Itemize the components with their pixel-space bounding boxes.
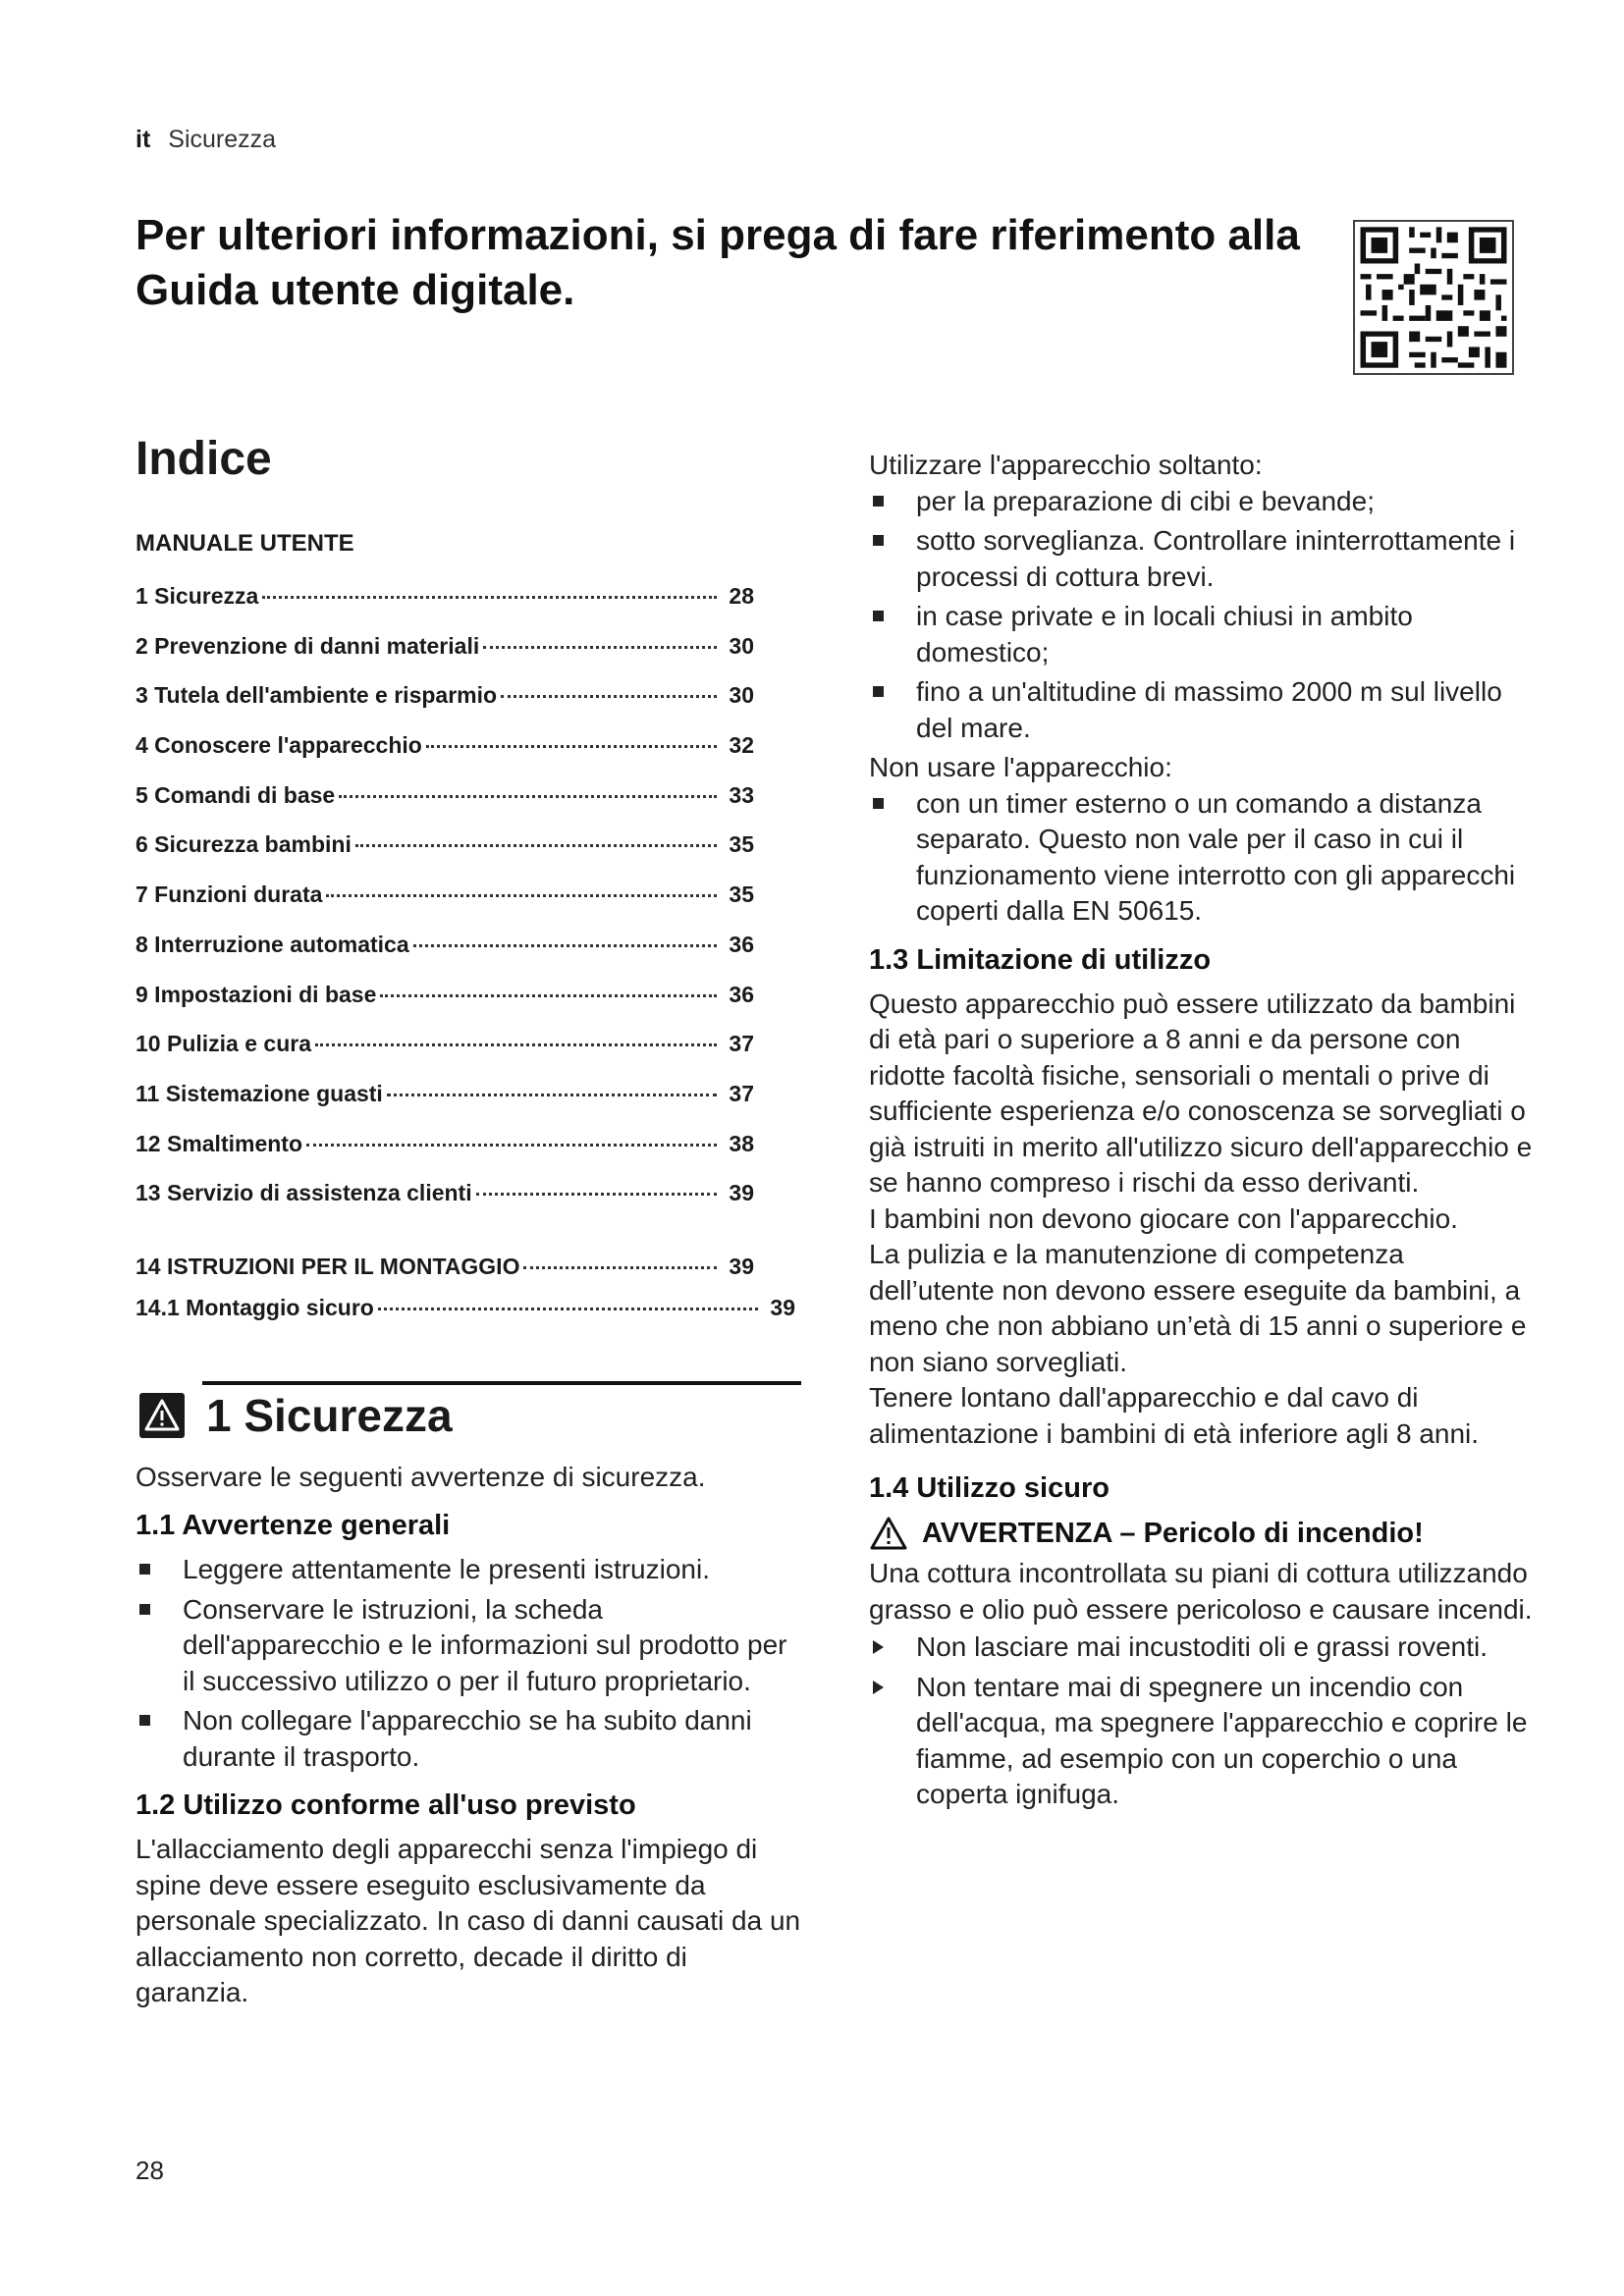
list-item <box>135 1552 803 1588</box>
toc-entry-page: 30 <box>729 632 754 659</box>
digital-guide-banner: Per ulteriori informazioni, si prega di fare riferimento alla Guida utente digitale. <box>135 211 1300 314</box>
list-item <box>869 523 1537 595</box>
toc-entry-page: 33 <box>729 781 754 808</box>
running-head-section: Sicurezza <box>168 126 277 153</box>
toc-entry[interactable] <box>135 1180 754 1230</box>
qr-code-graphic <box>1355 222 1512 373</box>
use-only-list <box>869 484 1537 747</box>
toc-entry-page: 37 <box>729 1031 754 1057</box>
chapter-intro: Osservare le seguenti avvertenze di sicurezza. <box>135 1461 706 1492</box>
toc-section-head: MANUALE UTENTE <box>135 530 354 557</box>
left-column <box>135 430 803 2011</box>
qr-code-icon[interactable] <box>1353 220 1514 375</box>
toc-entry-page: 39 <box>729 1253 754 1279</box>
warning-triangle-icon <box>139 1393 185 1438</box>
list-item-text: Non lasciare mai incustoditi oli e grassi roventi. <box>916 1631 1489 1662</box>
toc-entry-label: 14 ISTRUZIONI PER IL MONTAGGIO <box>135 1253 520 1279</box>
list-item-text: in case private e in locali chiusi in ambito domestico; <box>916 601 1413 667</box>
fire-warning-text: Una cottura incontrollata su piani di cottura utilizzando grasso e olio può essere pericoloso e causare incendi. <box>869 1558 1533 1625</box>
square-bullet-icon <box>873 798 884 809</box>
square-bullet-icon <box>873 496 884 507</box>
list-item <box>869 484 1537 520</box>
toc-spacer <box>135 1230 803 1254</box>
fire-warning-heading <box>869 1515 1537 1552</box>
use-only-intro: Utilizzare l'apparecchio soltanto: <box>869 450 1263 480</box>
toc-entry[interactable] <box>135 1081 754 1131</box>
square-bullet-icon <box>139 1604 150 1615</box>
language-code: it <box>135 126 151 153</box>
toc-entry-label: 14.1 Montaggio sicuro <box>135 1294 374 1320</box>
toc-entry[interactable] <box>135 732 754 782</box>
toc-entry-page: 36 <box>729 981 754 1007</box>
toc-entry-page: 32 <box>729 732 754 759</box>
toc-entry-page: 39 <box>770 1294 795 1320</box>
list-item <box>869 674 1537 746</box>
toc-entry-label: 9 Impostazioni di base <box>135 981 377 1007</box>
toc-entry[interactable] <box>135 682 754 732</box>
list-item <box>869 1670 1537 1813</box>
list-item <box>869 599 1537 670</box>
section-1-3-p3: La pulizia e la manutenzione di competenza dell’utente non devono essere eseguite da bambini, a meno che non abbiano un’età di 15 anni o superiore e non siano sorvegliati. <box>869 1239 1527 1377</box>
leader-dots <box>306 1144 717 1147</box>
chapter-heading <box>135 1381 801 1454</box>
section-heading-1-2: 1.2 Utilizzo conforme all'uso previsto <box>135 1789 636 1822</box>
leader-dots <box>501 695 717 698</box>
toc-entry[interactable] <box>135 1031 754 1081</box>
leader-dots <box>339 795 717 798</box>
section-heading-1-4: 1.4 Utilizzo sicuro <box>869 1472 1110 1504</box>
section-heading-1-3: 1.3 Limitazione di utilizzo <box>869 943 1212 976</box>
toc-entry-page: 36 <box>729 931 754 957</box>
leader-dots <box>380 994 717 997</box>
list-item-text: Non tentare mai di spegnere un incendio con dell'acqua, ma spegnere l'apparecchio e coprire le fiamme, ad esempio con un coperchio o una coperta ignifuga. <box>916 1671 1528 1809</box>
section-heading-1-1: 1.1 Avvertenze generali <box>135 1510 451 1542</box>
toc-entry-label: 7 Funzioni durata <box>135 881 323 908</box>
list-item <box>869 786 1537 930</box>
toc-entry[interactable] <box>135 782 754 832</box>
list-item <box>135 1592 803 1700</box>
toc-entry-label: 4 Conoscere l'apparecchio <box>135 732 422 759</box>
toc-entry[interactable] <box>135 583 754 633</box>
toc-entry-label: 12 Smaltimento <box>135 1130 302 1156</box>
do-not-list <box>869 786 1537 930</box>
toc-entry-label: 8 Interruzione automatica <box>135 931 409 957</box>
toc-entry-label: 6 Sicurezza bambini <box>135 831 352 858</box>
leader-dots <box>476 1193 718 1196</box>
leader-dots <box>315 1043 717 1046</box>
fire-actions-list <box>869 1629 1537 1813</box>
toc-entry-page: 37 <box>729 1080 754 1106</box>
warning-label: AVVERTENZA – Pericolo di incendio! <box>922 1518 1424 1549</box>
toc-entry-label: 2 Prevenzione di danni materiali <box>135 632 480 659</box>
leader-dots <box>262 596 717 599</box>
leader-dots <box>413 944 718 947</box>
list-item-text: fino a un'altitudine di massimo 2000 m sul livello del mare. <box>916 676 1502 743</box>
toc-entry-page: 35 <box>729 831 754 858</box>
toc-entry[interactable] <box>135 1131 754 1181</box>
toc-list <box>135 583 803 1336</box>
square-bullet-icon <box>139 1715 150 1726</box>
toc-title: Indice <box>135 433 272 485</box>
toc-entry[interactable] <box>135 1254 754 1295</box>
list-item <box>869 1629 1537 1666</box>
list-item-text: Non collegare l'apparecchio se ha subito danni durante il trasporto. <box>183 1705 752 1772</box>
triangle-bullet-icon <box>873 1681 884 1694</box>
do-not-intro: Non usare l'apparecchio: <box>869 752 1172 782</box>
right-column <box>869 448 1537 1817</box>
section-1-2-text: L'allacciamento degli apparecchi senza l'impiego di spine deve essere eseguito esclusivamente da personale specializzato. In caso di danni causati da un allacciamento non corretto, decade il diritto di garanzia. <box>135 1834 801 2008</box>
square-bullet-icon <box>873 686 884 697</box>
square-bullet-icon <box>139 1564 150 1575</box>
square-bullet-icon <box>873 611 884 621</box>
list-item-text: Conservare le istruzioni, la scheda dell'apparecchio e le informazioni sul prodotto per il successivo utilizzo o per il futuro proprietario. <box>183 1593 787 1696</box>
leader-dots <box>326 894 717 897</box>
toc-entry-page: 39 <box>729 1180 754 1206</box>
section-1-3-p4: Tenere lontano dall'apparecchio e dal cavo di alimentazione i bambini di età inferiore agli 8 anni. <box>869 1382 1480 1449</box>
toc-entry[interactable] <box>135 1295 795 1336</box>
toc-entry-page: 28 <box>729 583 754 609</box>
list-item-text: per la preparazione di cibi e bevande; <box>916 485 1375 516</box>
toc-entry-label: 3 Tutela dell'ambiente e risparmio <box>135 682 498 709</box>
chapter-title: 1 Sicurezza <box>206 1389 453 1441</box>
general-warnings-list <box>135 1552 803 1775</box>
leader-dots <box>355 844 718 847</box>
triangle-bullet-icon <box>873 1640 884 1654</box>
toc-entry[interactable] <box>135 982 754 1032</box>
toc-entry-page: 30 <box>729 682 754 709</box>
leader-dots <box>378 1308 759 1310</box>
square-bullet-icon <box>873 535 884 546</box>
toc-entry[interactable] <box>135 881 754 932</box>
list-item-text: con un timer esterno o un comando a distanza separato. Questo non vale per il caso in cui il funzionamento viene interrotto con gli apparecchi coperti dalla EN 50615. <box>916 787 1516 926</box>
page-number: 28 <box>135 2156 164 2185</box>
warning-triangle-icon <box>869 1516 908 1551</box>
toc-entry-label: 5 Comandi di base <box>135 781 336 808</box>
toc-entry-label: 11 Sistemazione guasti <box>135 1080 383 1106</box>
toc-entry-label: 13 Servizio di assistenza clienti <box>135 1180 472 1206</box>
toc-entry-page: 38 <box>729 1130 754 1156</box>
list-item-text: sotto sorveglianza. Controllare ininterrottamente i processi di cottura brevi. <box>916 525 1516 592</box>
leader-dots <box>426 745 718 748</box>
toc-entry[interactable] <box>135 831 754 881</box>
toc-entry-page: 35 <box>729 881 754 908</box>
leader-dots <box>387 1094 718 1096</box>
toc-entry[interactable] <box>135 633 754 683</box>
list-item-text: Leggere attentamente le presenti istruzioni. <box>183 1554 710 1585</box>
toc-entry-label: 10 Pulizia e cura <box>135 1031 311 1057</box>
chapter-rule <box>202 1381 801 1385</box>
leader-dots <box>523 1266 717 1269</box>
running-head <box>135 126 276 154</box>
toc-entry[interactable] <box>135 932 754 982</box>
toc-entry-label: 1 Sicurezza <box>135 583 259 609</box>
leader-dots <box>483 646 717 649</box>
list-item <box>135 1703 803 1775</box>
section-1-3-p2: I bambini non devono giocare con l'apparecchio. <box>869 1202 1458 1234</box>
section-1-3-p1: Questo apparecchio può essere utilizzato da bambini di età pari o superiore a 8 anni e da persone con ridotte facoltà fisiche, sensoriali o mentali o prive di sufficiente esperienza e/o conoscenza se sorvegliati o già istruiti in merito all'utilizzo sicuro dell'apparecchio e se hanno compreso i rischi da esso derivanti. <box>869 988 1533 1198</box>
